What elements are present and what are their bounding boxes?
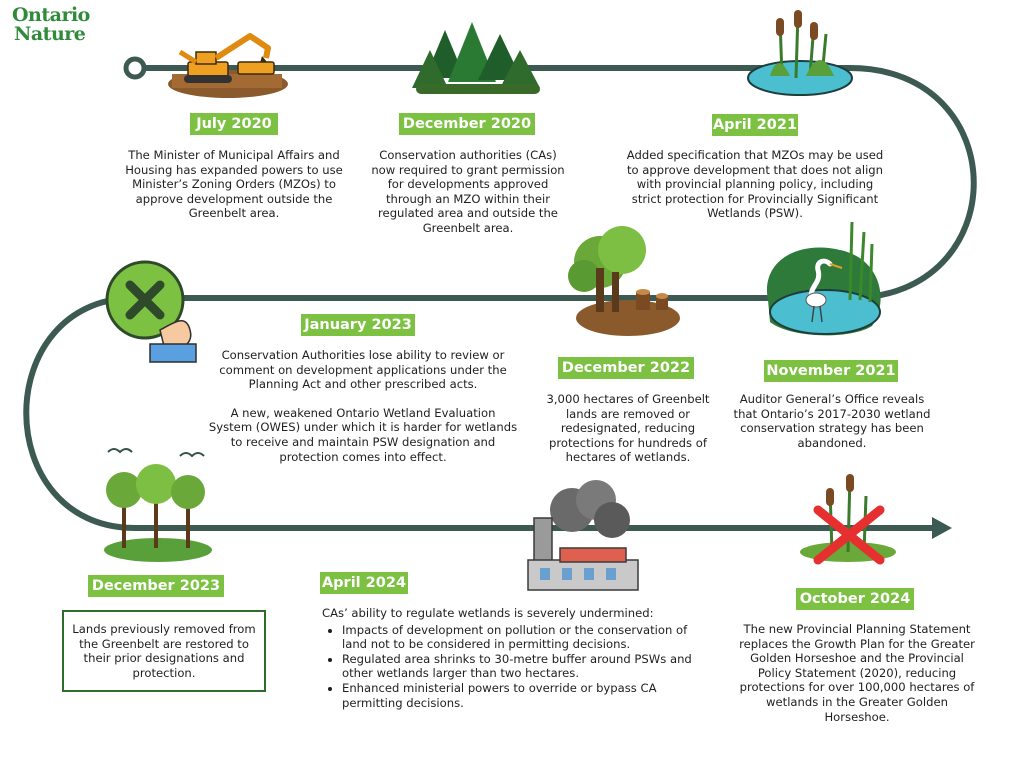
heron-wetland-icon [767, 222, 881, 335]
factory-smoke-icon [528, 480, 638, 590]
event-text-july-2020: The Minister of Municipal Affairs and Housing has expanded powers to use Minister’s Zoning Orders (MZOs) to approve development outside the Greenbelt area. [125, 148, 343, 221]
april-2024-bullet-2: • Regulated area shrinks to 30-metre buffer around PSWs and other wetlands larger than two hectares. [342, 652, 710, 681]
april-2024-intro: CAs’ ability to regulate wetlands is severely undermined: [322, 606, 654, 620]
event-text-april-2024 [322, 606, 710, 710]
cattail-pond-icon [748, 10, 852, 95]
forest-icon [412, 22, 540, 94]
date-badge-april-2024: April 2024 [320, 572, 408, 594]
logo-line-2: Nature [14, 23, 86, 45]
ontario-nature-logo[interactable] [12, 6, 90, 44]
april-2024-bullet-list [322, 623, 710, 711]
date-badge-november-2021: November 2021 [764, 360, 898, 382]
restored-trees-icon [104, 449, 212, 562]
date-badge-october-2024: October 2024 [796, 588, 914, 610]
date-badge-january-2023: January 2023 [301, 314, 415, 336]
event-text-november-2021: Auditor General’s Office reveals that Ontario’s 2017-2030 wetland conservation strategy has been abandoned. [733, 392, 931, 450]
event-text-october-2024: The new Provincial Planning Statement replaces the Growth Plan for the Greater Golden Horseshoe and the Provincial Policy Statement (2020), reducing protections for over 100,000 hectares of wetlands in the Greater Golden Horseshoe. [739, 622, 975, 724]
crossed-cattails-icon [800, 474, 896, 562]
hand-x-icon [107, 262, 196, 362]
date-badge-july-2020: July 2020 [190, 113, 278, 135]
april-2024-bullet-1: • Impacts of development on pollution or the conservation of land not to be considered in permitting decisions. [342, 623, 710, 652]
january-2023-paragraph-1: Conservation Authorities lose ability to review or comment on development applications under the Planning Act and other prescribed acts. [219, 348, 507, 392]
event-text-april-2021: Added specification that MZOs may be used to approve development that does not align with provincial planning policy, including strict protection for Provincially Significant Wetlands (PSW). [626, 148, 884, 221]
event-text-january-2023 [208, 348, 518, 464]
event-text-december-2022: 3,000 hectares of Greenbelt lands are removed or redesignated, reducing protections for hundreds of hectares of wetlands. [546, 392, 710, 465]
date-badge-december-2023: December 2023 [88, 575, 224, 597]
date-badge-april-2021: April 2021 [712, 114, 798, 136]
date-badge-december-2022: December 2022 [558, 357, 694, 379]
cut-tree-stumps-icon [568, 226, 680, 336]
logo-line-1: Ontario [12, 4, 90, 26]
timeline-end-arrow [932, 517, 952, 539]
timeline-start-dot [126, 59, 144, 77]
january-2023-paragraph-2: A new, weakened Ontario Wetland Evaluation System (OWES) under which it is harder for wetlands to receive and maintain PSW designation and protection comes into effect. [208, 405, 518, 464]
april-2024-bullet-3: • Enhanced ministerial powers to override or bypass CA permitting decisions. [342, 681, 710, 710]
event-text-december-2020: Conservation authorities (CAs) now required to grant permission for developments approved through an MZO within their regulated area and outside the Greenbelt area. [371, 148, 565, 235]
date-badge-december-2020: December 2020 [399, 113, 535, 135]
event-text-december-2023: Lands previously removed from the Greenbelt are restored to their prior designations and protection. [62, 610, 266, 692]
